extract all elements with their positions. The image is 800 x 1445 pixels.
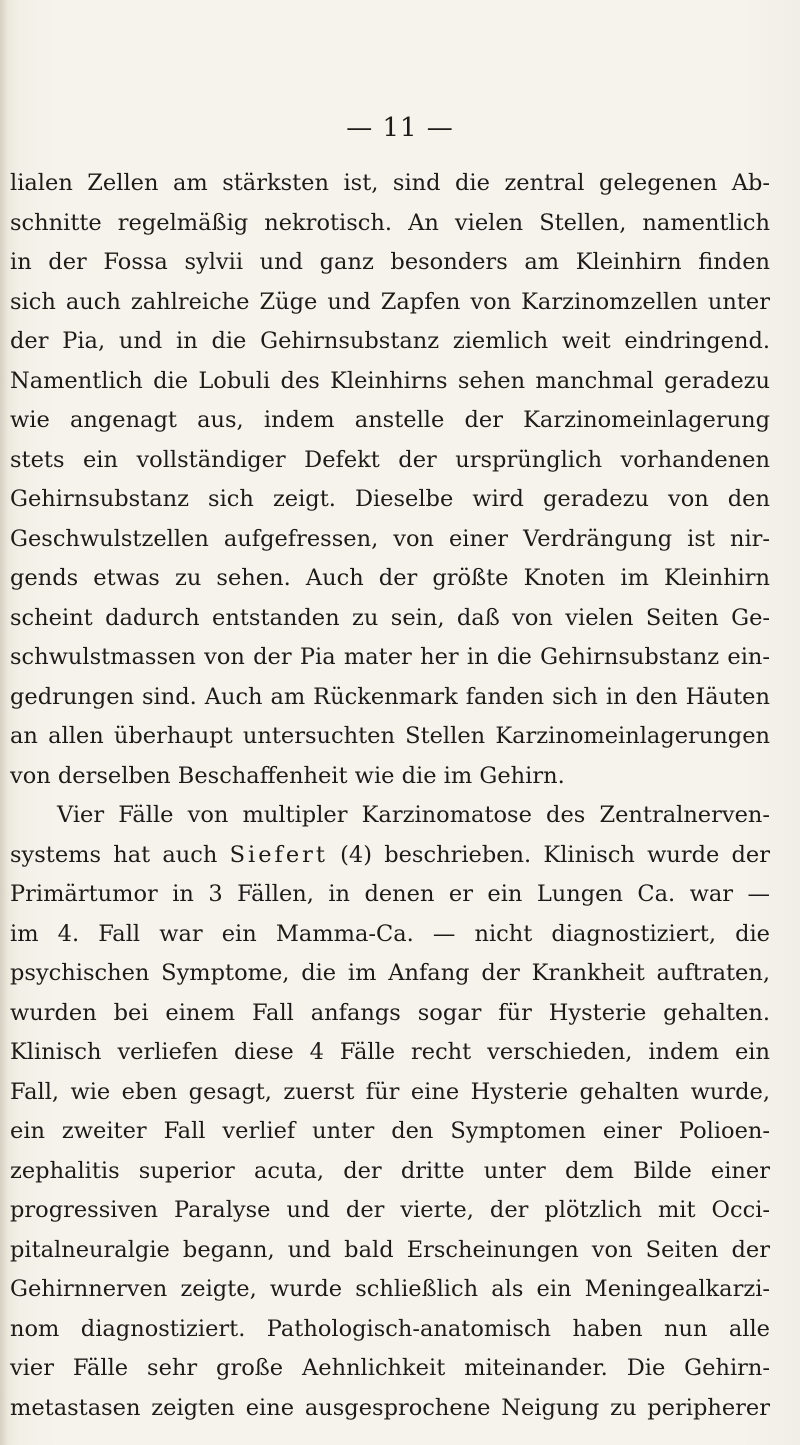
text-line: Geschwulstzellen aufgefressen, von einer Verdrängung ist nir- xyxy=(10,525,770,552)
text-line: der Pia, und in die Gehirnsubstanz ziemlich weit eindringend. xyxy=(10,328,770,354)
text-line: Klinisch verliefen diese 4 Fälle recht verschieden, indem ein xyxy=(10,1039,770,1065)
text-line: Gehirnsubstanz sich zeigt. Dieselbe wird geradezu von den xyxy=(10,486,770,512)
text-line: sich auch zahlreiche Züge und Zapfen von Karzinomzellen unter xyxy=(10,288,770,315)
text-line: schnitte regelmäßig nekrotisch. An vielen Stellen, namentlich xyxy=(10,209,770,236)
text-line xyxy=(10,836,770,876)
text-line: schwulstmassen von der Pia mater her in die Gehirnsubstanz ein- xyxy=(10,644,770,670)
text-line: ein zweiter Fall verlief unter den Symptomen einer Polioen- xyxy=(10,1118,770,1144)
text-line: Gehirnnerven zeigte, wurde schließlich als ein Meningealkarzi- xyxy=(10,1276,770,1302)
text-line: Fall, wie eben gesagt, zuerst für eine Hysterie gehalten wurde, xyxy=(10,1078,770,1105)
text-line: im 4. Fall war ein Mamma-Ca. — nicht diagnostiziert, die xyxy=(10,920,770,947)
text-line: Vier Fälle von multipler Karzinomatose des Zentralnerven- xyxy=(57,802,770,828)
text-line: Primärtumor in 3 Fällen, in denen er ein Lungen Ca. war — xyxy=(10,881,770,907)
text-line: lialen Zellen am stärksten ist, sind die zentral gelegenen Ab- xyxy=(10,170,770,196)
text-line: gends etwas zu sehen. Auch der größte Knoten im Kleinhirn xyxy=(10,565,770,591)
text-line: an allen überhaupt untersuchten Stellen Karzinomeinlagerungen xyxy=(10,723,770,749)
text-line: in der Fossa sylvii und ganz besonders am Kleinhirn finden xyxy=(10,249,770,275)
text-line: psychischen Symptome, die im Anfang der Krankheit auftraten, xyxy=(10,960,770,986)
text-line: scheint dadurch entstanden zu sein, daß von vielen Seiten Ge- xyxy=(10,604,770,631)
text-segment: systems hat auch xyxy=(10,841,230,868)
text-line: vier Fälle sehr große Aehnlichkeit miteinander. Die Gehirn- xyxy=(10,1355,770,1381)
text-line: nom diagnostiziert. Pathologisch-anatomisch haben nun alle xyxy=(10,1315,770,1342)
text-line: von derselben Beschaffenheit wie die im Gehirn. xyxy=(10,762,565,789)
binding-shadow xyxy=(0,0,8,1445)
text-line: wurden bei einem Fall anfangs sogar für Hysterie gehalten. xyxy=(10,999,770,1026)
text-line: stets ein vollständiger Defekt der ursprünglich vorhandenen xyxy=(10,446,770,473)
text-line: metastasen zeigten eine ausgesprochene Neigung zu peripherer xyxy=(10,1394,770,1421)
text-line: Namentlich die Lobuli des Kleinhirns sehen manchmal geradezu xyxy=(10,367,770,394)
author-name: Siefert xyxy=(229,841,328,868)
text-line: zephalitis superior acuta, der dritte unter dem Bilde einer xyxy=(10,1157,770,1184)
body-text xyxy=(10,164,770,1428)
text-line: wie angenagt aus, indem anstelle der Karzinomeinlagerung xyxy=(10,407,770,433)
text-line: pitalneuralgie begann, und bald Erscheinungen von Seiten der xyxy=(10,1236,770,1263)
page-number: — 11 — xyxy=(346,113,454,143)
text-segment: (4) beschrieben. Klinisch wurde der xyxy=(327,841,771,868)
text-line: progressiven Paralyse und der vierte, der plötzlich mit Occi- xyxy=(10,1197,770,1223)
text-line: gedrungen sind. Auch am Rückenmark fanden sich in den Häuten xyxy=(10,683,770,710)
